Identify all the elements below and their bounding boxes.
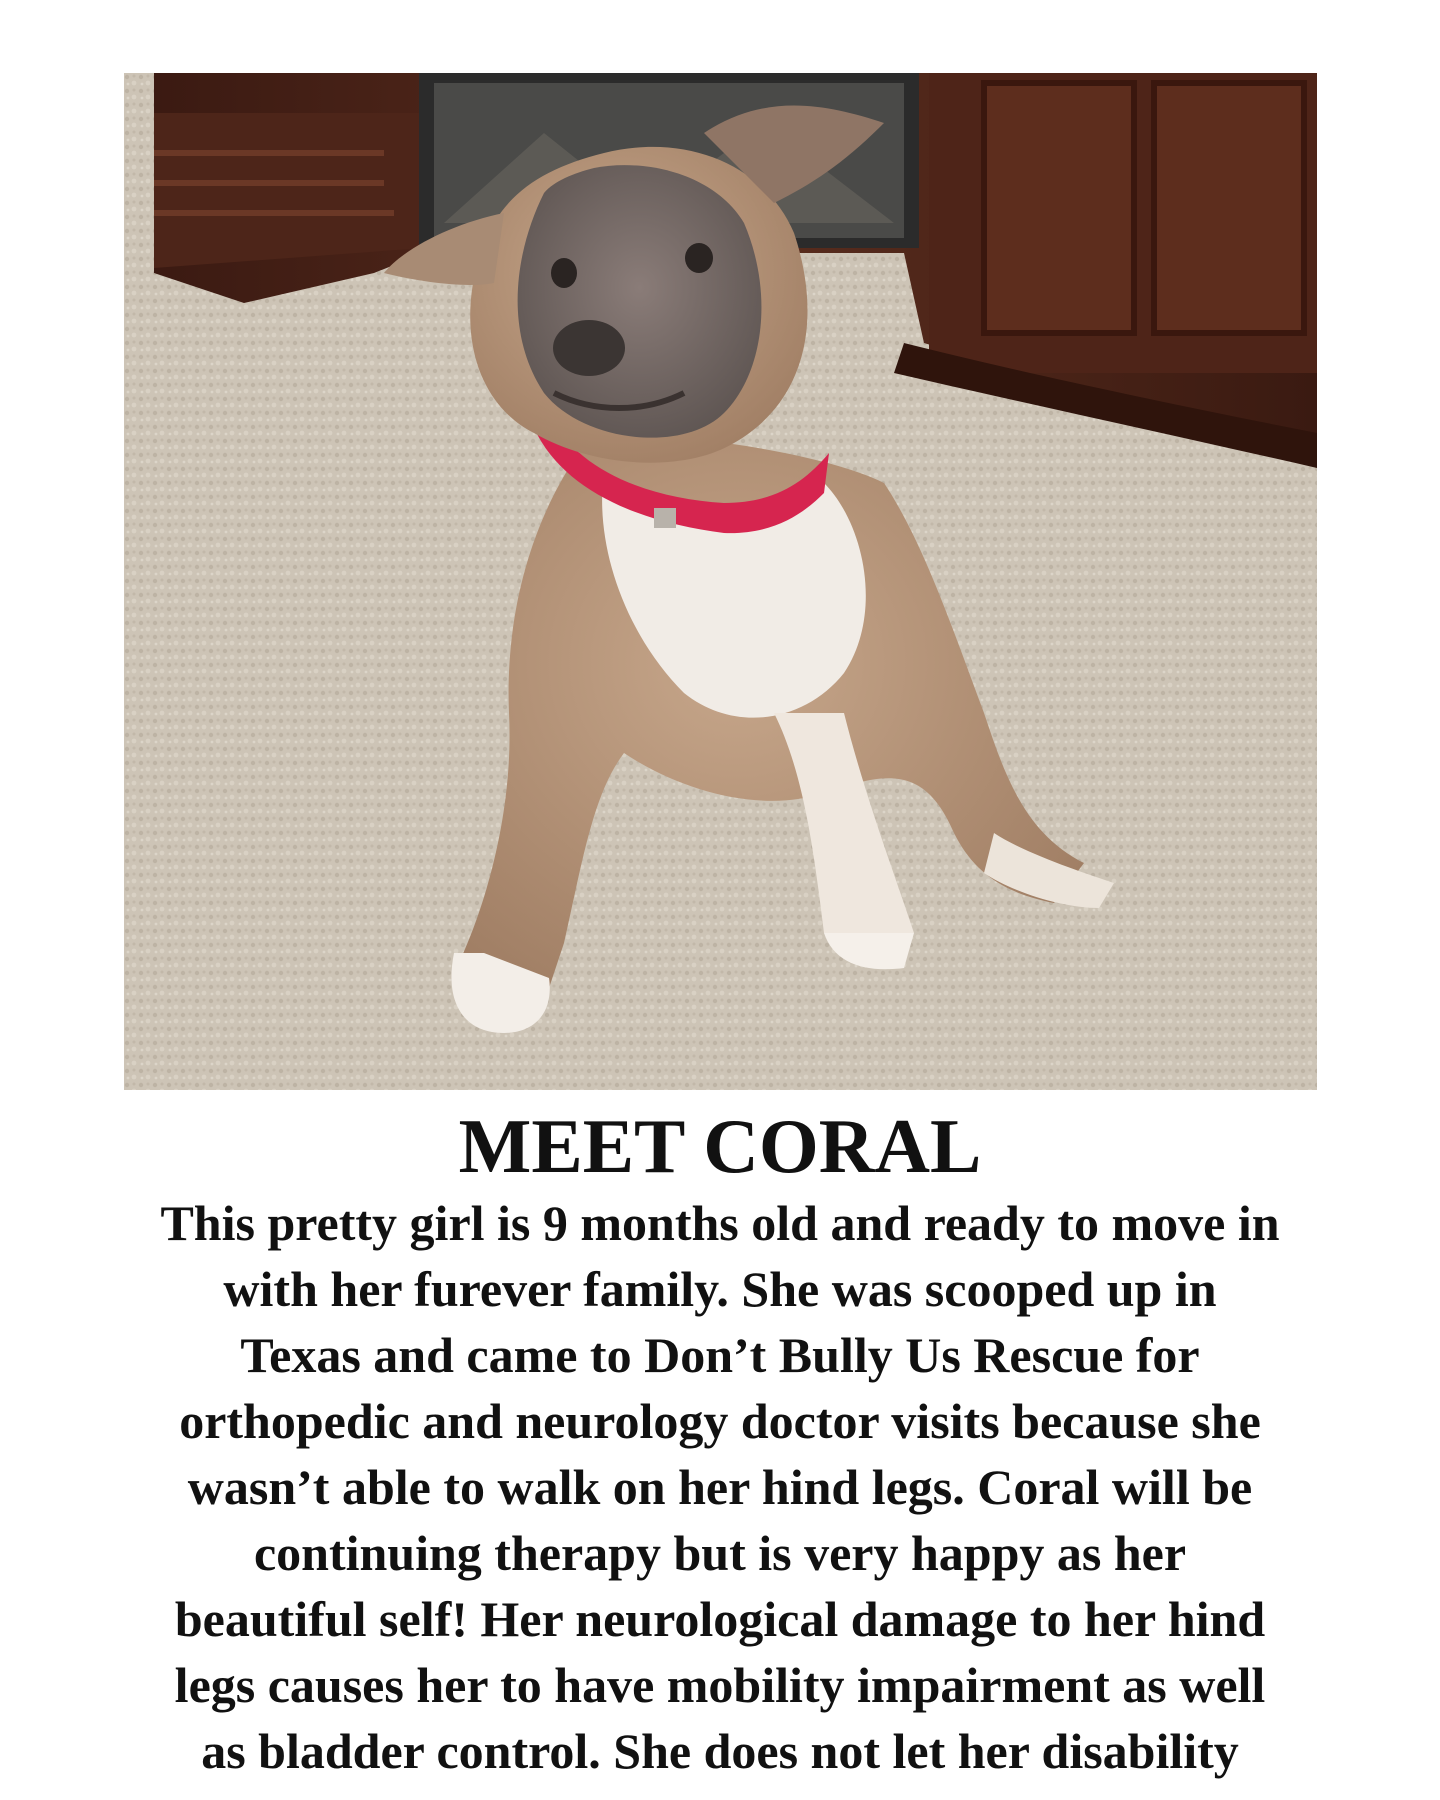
description-line: continuing therapy but is very happy as her <box>253 1525 1187 1581</box>
poster-title: MEET CORAL <box>458 1103 982 1189</box>
description-line: legs causes her to have mobility impairment as well <box>174 1657 1266 1713</box>
description-line: Texas and came to Don’t Bully Us Rescue for <box>240 1327 1200 1383</box>
adoption-description <box>60 1190 1380 1784</box>
dog-photo-illustration <box>124 73 1317 1090</box>
description-line: beautiful self! Her neurological damage to her hind <box>174 1591 1266 1647</box>
description-line: with her furever family. She was scooped up in <box>223 1261 1217 1317</box>
description-line: This pretty girl is 9 months old and ready to move in <box>160 1195 1280 1251</box>
description-line: as bladder control. She does not let her disability <box>201 1723 1239 1779</box>
description-line: wasn’t able to walk on her hind legs. Coral will be <box>187 1459 1253 1515</box>
dog-photo <box>124 73 1317 1090</box>
description-line: orthopedic and neurology doctor visits because she <box>179 1393 1261 1449</box>
